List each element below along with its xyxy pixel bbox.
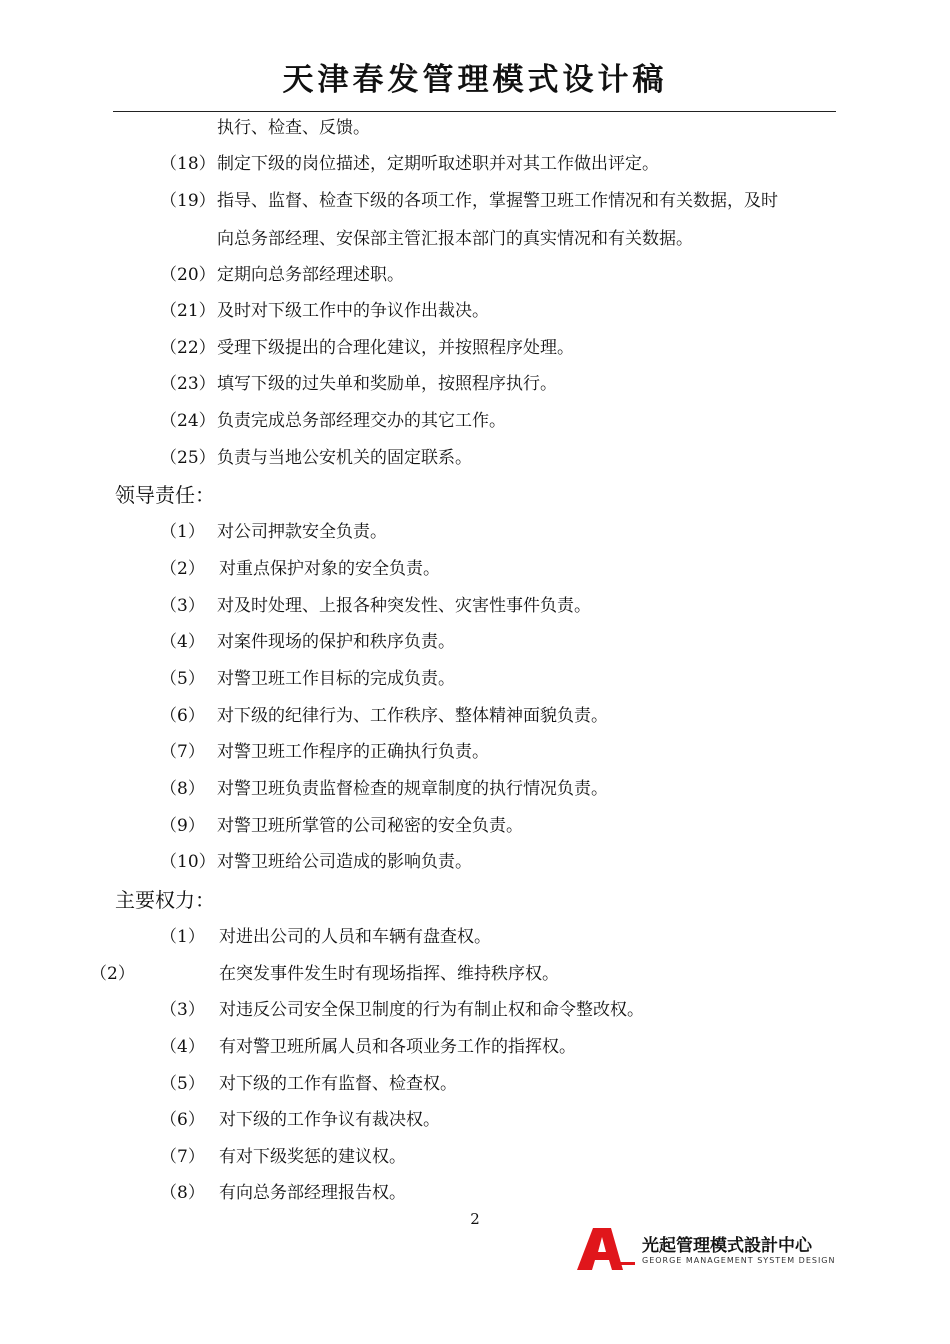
company-logo: [575, 1228, 845, 1270]
duty-text: 受理下级提出的合理化建议，并按照程序处理。: [217, 338, 574, 358]
duty-number: （24）: [160, 411, 216, 431]
responsibility-text: 对及时处理、上报各种突发性、灾害性事件负责。: [217, 596, 591, 616]
duty-text: 指导、监督、检查下级的各项工作，掌握警卫班工作情况和有关数据，及时: [217, 191, 778, 211]
power-number: （8）: [160, 1183, 205, 1203]
duty-text-continued: 向总务部经理、安保部主管汇报本部门的真实情况和有关数据。: [217, 229, 693, 249]
responsibility-number: （3）: [160, 596, 205, 616]
power-number: （3）: [160, 1000, 205, 1020]
power-number: （7）: [160, 1147, 205, 1167]
responsibilities-heading: 领导责任：: [115, 483, 215, 507]
page-number: 2: [470, 1210, 480, 1228]
duty-text: 负责与当地公安机关的固定联系。: [217, 448, 472, 468]
power-text: 在突发事件发生时有现场指挥、维持秩序权。: [219, 964, 559, 984]
duty-text: 及时对下级工作中的争议作出裁决。: [217, 301, 489, 321]
duty-number: （25）: [160, 448, 216, 468]
duty-text: 制定下级的岗位描述，定期听取述职并对其工作做出评定。: [217, 154, 659, 174]
header-divider: [113, 111, 836, 112]
duty-number: （21）: [160, 301, 216, 321]
power-text: 对下级的工作有监督、检查权。: [219, 1074, 457, 1094]
power-number: （2）: [90, 964, 135, 984]
page-title: 天津春发管理模式设计稿: [282, 62, 668, 98]
powers-heading: 主要权力：: [115, 888, 215, 912]
logo-name: 光起管理模式設計中心: [642, 1236, 812, 1256]
duty-number: （22）: [160, 338, 216, 358]
power-text: 对下级的工作争议有裁决权。: [219, 1110, 440, 1130]
power-number: （1）: [160, 927, 205, 947]
responsibility-text: 对重点保护对象的安全负责。: [219, 559, 440, 579]
duty-text: 填写下级的过失单和奖励单，按照程序执行。: [217, 374, 557, 394]
power-text: 有向总务部经理报告权。: [219, 1183, 406, 1203]
duty-number: （18）: [160, 154, 216, 174]
responsibility-text: 对案件现场的保护和秩序负责。: [217, 632, 455, 652]
responsibility-number: （1）: [160, 522, 205, 542]
power-text: 有对警卫班所属人员和各项业务工作的指挥权。: [219, 1037, 576, 1057]
duty-number: （20）: [160, 265, 216, 285]
duty-number: （23）: [160, 374, 216, 394]
logo-subtitle: GEORGE MANAGEMENT SYSTEM DESIGN: [642, 1256, 836, 1265]
responsibility-text: 对警卫班负责监督检查的规章制度的执行情况负责。: [217, 779, 608, 799]
responsibility-number: （8）: [160, 779, 205, 799]
responsibility-number: （6）: [160, 706, 205, 726]
responsibility-number: （2）: [160, 559, 205, 579]
power-text: 对违反公司安全保卫制度的行为有制止权和命令整改权。: [219, 1000, 644, 1020]
responsibility-number: （4）: [160, 632, 205, 652]
responsibility-text: 对警卫班所掌管的公司秘密的安全负责。: [217, 816, 523, 836]
duty-text: 负责完成总务部经理交办的其它工作。: [217, 411, 506, 431]
logo-a-icon: [575, 1228, 637, 1270]
responsibility-text: 对警卫班工作程序的正确执行负责。: [217, 742, 489, 762]
responsibility-text: 对下级的纪律行为、工作秩序、整体精神面貌负责。: [217, 706, 608, 726]
continuation-text: 执行、检查、反馈。: [217, 118, 370, 138]
responsibility-text: 对警卫班给公司造成的影响负责。: [217, 852, 472, 872]
power-number: （5）: [160, 1074, 205, 1094]
responsibility-text: 对警卫班工作目标的完成负责。: [217, 669, 455, 689]
duty-number: （19）: [160, 191, 216, 211]
responsibility-number: （9）: [160, 816, 205, 836]
power-text: 有对下级奖惩的建议权。: [219, 1147, 406, 1167]
responsibility-number: （10）: [160, 852, 216, 872]
power-number: （6）: [160, 1110, 205, 1130]
power-text: 对进出公司的人员和车辆有盘查权。: [219, 927, 491, 947]
responsibility-text: 对公司押款安全负责。: [217, 522, 387, 542]
responsibility-number: （7）: [160, 742, 205, 762]
power-number: （4）: [160, 1037, 205, 1057]
duty-text: 定期向总务部经理述职。: [217, 265, 404, 285]
responsibility-number: （5）: [160, 669, 205, 689]
